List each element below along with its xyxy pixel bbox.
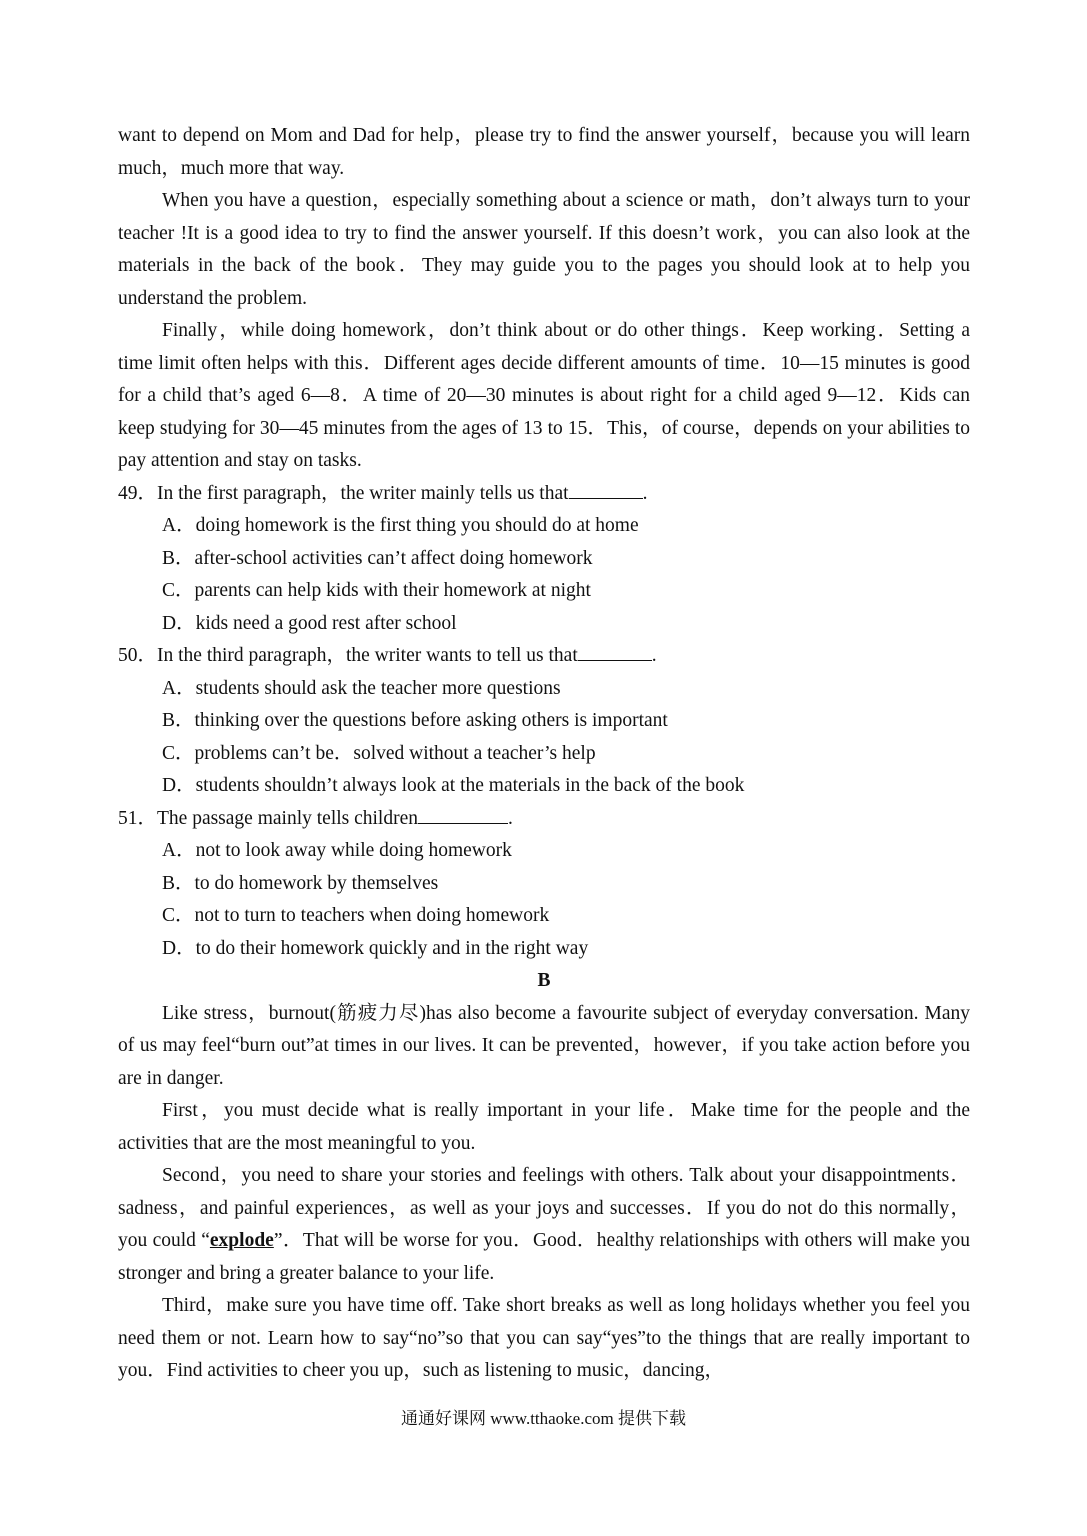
option-50-a: A．students should ask the teacher more questions [162, 677, 561, 699]
paragraph-continuation: want to depend on Mom and Dad for help，please try to find the answer yourself，because you will learn much，much more that way. [118, 125, 970, 179]
question-end: . [642, 482, 648, 504]
answer-blank [418, 803, 508, 824]
section-b-heading: B [537, 970, 551, 991]
option-50-b: B．thinking over the questions before asking others is important [162, 710, 668, 731]
question-51 [118, 803, 970, 836]
option-50-c: C．problems can’t be．solved without a teacher’s help [162, 742, 596, 764]
paragraph-question-advice: When you have a question，especially something about a science or math，don’t always turn to your teacher !It is a good idea to try to find the answer yourself. If this doesn’t work，you can also look at the materials in the back of the book．They may guide you to the pages you should look at to help you understand the problem. [118, 190, 970, 309]
paragraph-burnout-intro: Like stress，burnout(筋疲力尽)has also become a favourite subject of everyday conversation. Many of us may feel“burn out”at times in our lives. It can be prevented，however，if you take action before you are in danger. [118, 1002, 970, 1089]
paragraph-time-limit: Finally，while doing homework，don’t think about or do other things．Keep working．Setting a time limit often helps with this．Different ages decide different amounts of time．10—15 minutes is good for a child that’s aged 6—8．A time of 20—30 minutes is about right for a child aged 9—12．Kids can keep studying for 30—45 minutes from the ages of 13 to 15．This，of course，depends on your abilities to pay attention and stay on tasks. [118, 320, 970, 471]
option-49-d: D．kids need a good rest after school [162, 612, 457, 634]
keyword-explode: explode [209, 1230, 274, 1251]
question-end: . [651, 645, 657, 666]
question-end: . [508, 807, 513, 829]
option-51-b: B．to do homework by themselves [162, 872, 439, 894]
paragraph-second-before: Second，you need to share your stories and feelings with others. Talk about your disappointments．sadness，and painful experiences，as well as your joys and successes．If you do not do this normally，you could “ [118, 1165, 970, 1251]
page-footer: 通通好课网 www.tthaoke.com 提供下载 [400, 1409, 687, 1428]
answer-blank [578, 640, 652, 661]
paragraph-second [118, 1160, 970, 1290]
option-50-d: D．students shouldn’t always look at the materials in the back of the book [162, 775, 745, 796]
paragraph-third: Third，make sure you have time off. Take short breaks as well as long holidays whether you feel you need them or not. Learn how to say“no”so that you can say“yes”to the things that are really important to you．Find activities to cheer you up，such as listening to music，dancing， [118, 1295, 970, 1381]
paragraph-first: First，you must decide what is really important in your life．Make time for the people and the activities that are the most meaningful to you. [118, 1100, 970, 1154]
answer-blank [569, 478, 643, 499]
question-stem: 51．The passage mainly tells children [118, 807, 419, 829]
question-stem: 49．In the first paragraph，the writer mainly tells us that [118, 482, 569, 504]
option-49-a: A．doing homework is the first thing you should do at home [162, 515, 639, 536]
question-50 [118, 640, 970, 673]
paragraph-second-after: ”．That will be worse for you．Good．healthy relationships with others will make you stronger and bring a greater balance to your life. [118, 1230, 970, 1284]
option-51-d: D．to do their homework quickly and in the right way [162, 937, 589, 959]
option-51-c: C．not to turn to teachers when doing homework [162, 905, 550, 926]
question-stem: 50．In the third paragraph，the writer wants to tell us that [118, 645, 578, 666]
option-51-a: A．not to look away while doing homework [162, 840, 512, 861]
option-49-c: C．parents can help kids with their homework at night [162, 580, 591, 601]
passage-text [118, 120, 970, 1388]
question-49 [118, 478, 970, 511]
option-49-b: B．after-school activities can’t affect doing homework [162, 547, 593, 569]
